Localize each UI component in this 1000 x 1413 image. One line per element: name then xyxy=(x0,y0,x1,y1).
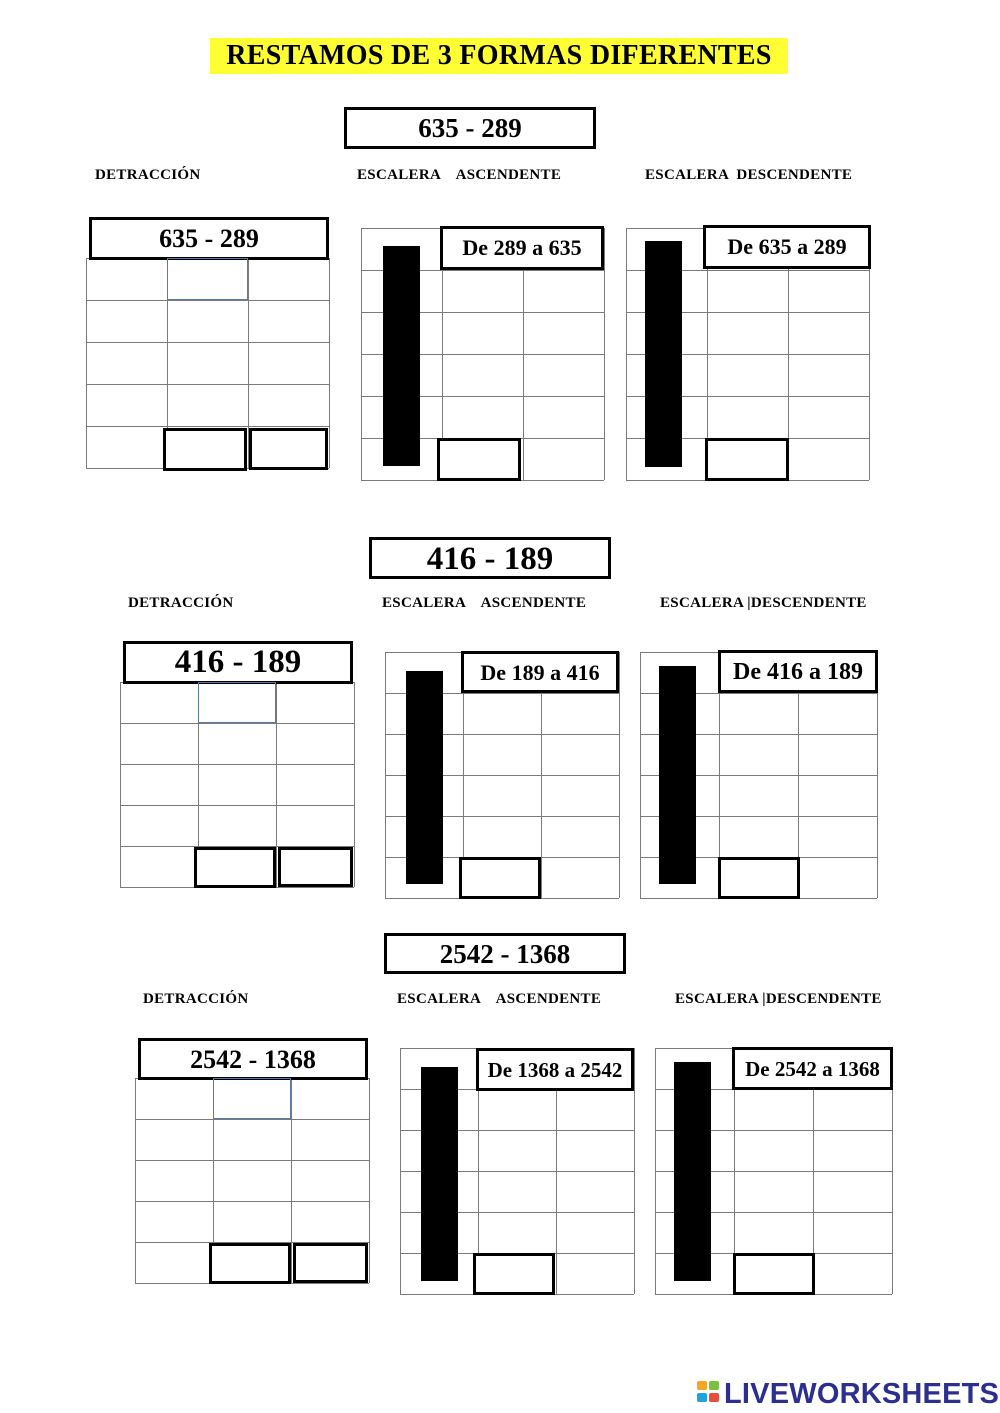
section-3-answer-box-a[interactable] xyxy=(209,1243,291,1284)
section-1-highlight-cell xyxy=(167,258,248,300)
grid-line-h xyxy=(120,723,354,724)
section-2-ascendente-bar xyxy=(406,671,443,884)
grid-line-h xyxy=(86,384,329,385)
section-2-label-descendente: ESCALERA |DESCENDENTE xyxy=(660,595,867,611)
section-3-descendente-box: De 2542 a 1368 xyxy=(732,1047,893,1090)
grid-line-v xyxy=(291,1078,292,1283)
grid-line-v xyxy=(640,652,641,898)
liveworksheets-logo-icon xyxy=(697,1379,721,1409)
section-2-problem: 416 - 189 xyxy=(369,537,611,579)
section-3-descendente-answer[interactable] xyxy=(733,1253,815,1295)
section-1-answer-box-a[interactable] xyxy=(163,428,247,471)
brand-footer[interactable] xyxy=(697,1377,999,1411)
section-1-ascendente-box: De 289 a 635 xyxy=(440,226,604,270)
grid-line-v xyxy=(329,258,330,468)
grid-line-v xyxy=(354,682,355,887)
grid-line-v xyxy=(276,682,277,887)
section-1-ascendente-bar xyxy=(383,246,420,466)
section-1-label-detraccion: DETRACCIÓN xyxy=(95,167,201,183)
section-1-label-descendente: ESCALERA DESCENDENTE xyxy=(645,167,853,183)
grid-line-h xyxy=(135,1119,369,1120)
section-3-highlight-cell xyxy=(213,1078,291,1119)
grid-line-h xyxy=(86,342,329,343)
grid-line-h xyxy=(135,1160,369,1161)
section-3-label-descendente: ESCALERA |DESCENDENTE xyxy=(675,991,882,1007)
section-2-label-detraccion: DETRACCIÓN xyxy=(128,595,234,611)
brand-name: LIVEWORKSHEETS xyxy=(724,1377,1000,1410)
section-2-label-ascendente: ESCALERA ASCENDENTE xyxy=(382,595,587,611)
section-3-answer-box-b[interactable] xyxy=(293,1243,368,1283)
grid-line-v xyxy=(634,1048,635,1294)
section-2-descendente-box: De 416 a 189 xyxy=(718,650,878,693)
grid-line-h xyxy=(120,764,354,765)
section-2-answer-box-b[interactable] xyxy=(278,847,353,887)
section-2-ascendente-box: De 189 a 416 xyxy=(461,651,619,693)
section-3-problem: 2542 - 1368 xyxy=(384,933,626,974)
section-2-answer-box-a[interactable] xyxy=(194,847,276,888)
grid-line-v xyxy=(120,682,121,887)
section-3-ascendente-box: De 1368 a 2542 xyxy=(476,1048,634,1091)
grid-line-h xyxy=(120,805,354,806)
section-1-descendente-box: De 635 a 289 xyxy=(703,225,871,269)
grid-line-v xyxy=(361,228,362,480)
section-1-answer-box-b[interactable] xyxy=(249,428,328,470)
grid-line-h xyxy=(86,426,329,427)
grid-line-v xyxy=(655,1048,656,1294)
grid-line-v xyxy=(626,228,627,480)
section-2-highlight-cell xyxy=(198,682,276,723)
section-3-ascendente-answer[interactable] xyxy=(473,1253,555,1295)
section-3-detraccion-box: 2542 - 1368 xyxy=(138,1038,368,1080)
section-1-problem: 635 - 289 xyxy=(344,107,596,149)
grid-line-v xyxy=(369,1078,370,1283)
section-2-detraccion-box: 416 - 189 xyxy=(123,641,353,684)
section-1-detraccion-box: 635 - 289 xyxy=(89,217,329,260)
worksheet-title: RESTAMOS DE 3 FORMAS DIFERENTES xyxy=(210,38,788,74)
section-2-ascendente-answer[interactable] xyxy=(459,857,541,899)
grid-line-v xyxy=(385,652,386,898)
grid-line-h xyxy=(86,300,329,301)
grid-line-v xyxy=(604,228,605,480)
section-3-descendente-bar xyxy=(674,1062,711,1281)
grid-line-h xyxy=(135,1201,369,1202)
grid-line-v xyxy=(619,652,620,898)
section-1-label-ascendente: ESCALERA ASCENDENTE xyxy=(357,167,562,183)
section-2-descendente-bar xyxy=(659,666,696,884)
section-3-ascendente-bar xyxy=(421,1067,458,1281)
section-3-label-ascendente: ESCALERA ASCENDENTE xyxy=(397,991,602,1007)
grid-line-v xyxy=(86,258,87,468)
section-2-descendente-answer[interactable] xyxy=(718,857,800,899)
section-1-descendente-bar xyxy=(645,241,682,467)
section-3-label-detraccion: DETRACCIÓN xyxy=(143,991,249,1007)
grid-line-v xyxy=(400,1048,401,1294)
section-1-descendente-answer[interactable] xyxy=(705,438,789,481)
section-1-ascendente-answer[interactable] xyxy=(437,438,521,481)
grid-line-v xyxy=(135,1078,136,1283)
